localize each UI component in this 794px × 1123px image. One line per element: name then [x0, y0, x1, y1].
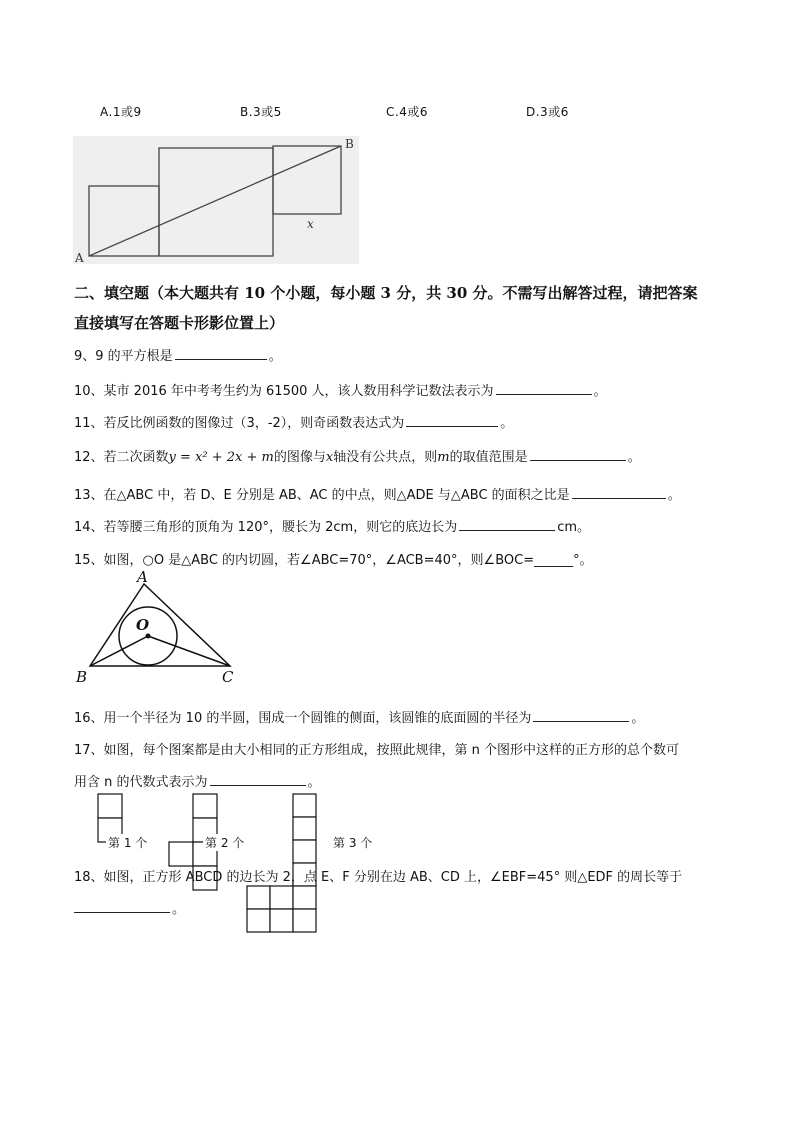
- triangle-abc: [90, 584, 230, 666]
- label-a: A: [75, 251, 84, 265]
- square: [247, 909, 270, 932]
- answer-blank[interactable]: [530, 448, 626, 461]
- question-17-line-1: 17、如图，每个图案都是由大小相同的正方形组成，按照此规律，第 n 个图形中这样的正方形的总个数可: [74, 743, 680, 758]
- square: [293, 794, 316, 817]
- option-d: D.3或6: [526, 105, 569, 119]
- center-point-o: [146, 634, 151, 639]
- question-16: 16、用一个半径为 10 的半圆，围成一个圆锥的侧面，该圆锥的底面圆的半径为 。: [74, 711, 645, 726]
- question-12: 12、若二次函数y = x² + 2x + m的图像与x轴没有公共点，则m的取值范围是 。: [74, 450, 641, 465]
- question-15: 15、如图，○O 是△ABC 的内切圆，若∠ABC=70°，∠ACB=40°，则∠BOC=______°。: [74, 553, 593, 568]
- question-18-line-2: 。: [74, 898, 185, 917]
- option-a: A.1或9: [100, 105, 142, 119]
- section-heading-2: 直接填写在答题卡形影位置上）: [74, 314, 285, 332]
- square: [293, 840, 316, 863]
- option-c: C.4或6: [386, 105, 428, 119]
- answer-blank[interactable]: [175, 347, 267, 360]
- square: [98, 794, 122, 818]
- answer-blank[interactable]: [572, 486, 666, 499]
- square: [293, 909, 316, 932]
- center-o: O: [136, 616, 150, 634]
- triangle-incircle-figure: [74, 570, 244, 690]
- answer-blank[interactable]: [459, 518, 555, 531]
- question-17-line-2: 用含 n 的代数式表示为 。: [74, 775, 321, 790]
- square: [293, 817, 316, 840]
- vertex-c: C: [222, 668, 234, 686]
- square: [193, 794, 217, 818]
- answer-blank[interactable]: [74, 900, 170, 913]
- square: [247, 886, 270, 909]
- square: [270, 886, 293, 909]
- question-13: 13、在△ABC 中，若 D、E 分别是 AB、AC 的中点，则△ADE 与△ABC 的面积之比是 。: [74, 488, 681, 503]
- vertex-b: B: [76, 668, 88, 686]
- answer-blank[interactable]: [210, 773, 306, 786]
- question-14: 14、若等腰三角形的顶角为 120°，腰长为 2cm，则它的底边长为 cm。: [74, 520, 591, 535]
- square: [293, 886, 316, 909]
- section-heading-1: 二、填空题（本大题共有 10 个小题，每小题 3 分，共 30 分。不需写出解答过程，请把答案: [74, 284, 698, 302]
- answer-blank[interactable]: [533, 709, 629, 722]
- answer-blank[interactable]: [496, 382, 592, 395]
- question-18-line-1: 18、如图，正方形 ABCD 的边长为 2，点 E、F 分别在边 AB、CD 上，∠EBF=45° 则△EDF 的周长等于: [74, 870, 683, 885]
- label-x: x: [307, 217, 314, 231]
- question-9: 9、9 的平方根是 。: [74, 349, 282, 364]
- option-b: B.3或5: [240, 105, 282, 119]
- label-b: B: [345, 137, 354, 151]
- figure-label-1: 第 1 个: [108, 836, 148, 850]
- square: [169, 842, 193, 866]
- answer-blank[interactable]: [406, 414, 498, 427]
- question-10: 10、某市 2016 年中考考生约为 61500 人，该人数用科学记数法表示为 。: [74, 384, 607, 399]
- figure-label-3: 第 3 个: [333, 836, 373, 850]
- question-11: 11、若反比例函数的图像过（3，-2），则奇函数表达式为 。: [74, 416, 514, 431]
- square: [270, 909, 293, 932]
- rectangles-figure: [73, 136, 359, 264]
- vertex-a: A: [137, 568, 148, 586]
- figure-label-2: 第 2 个: [205, 836, 245, 850]
